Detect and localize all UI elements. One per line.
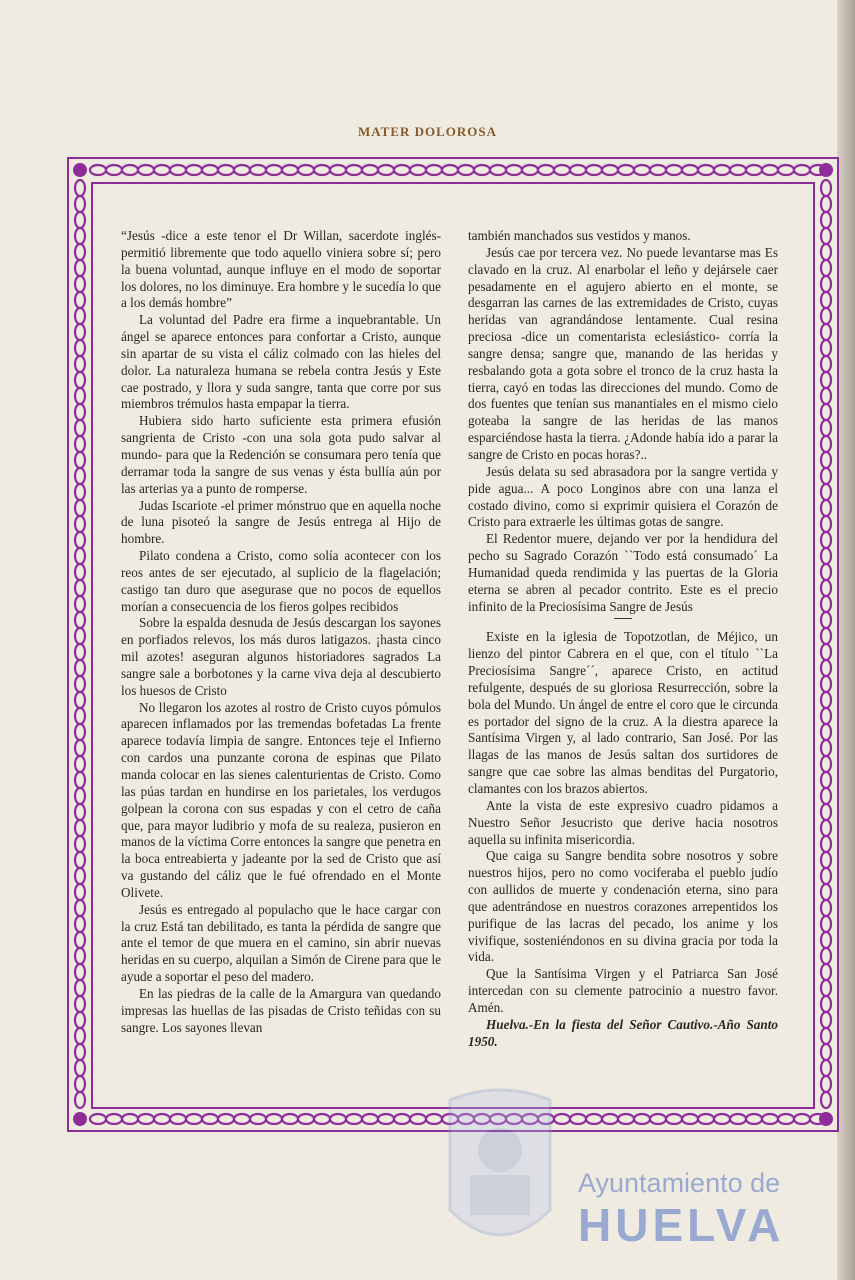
border-chain-right	[821, 180, 831, 1108]
paragraph: Que la Santísima Virgen y el Patriarca San José intercedan con su clemente patrocinio a nuestro favor. Amén.	[468, 966, 778, 1015]
corner-ornament-bottom-left	[73, 1112, 87, 1126]
border-chain-top	[90, 165, 826, 175]
paragraph: Jesús cae por tercera vez. No puede levantarse mas Es clavado en la cruz. Al enarbolar el leño y dejársele caer pesadamente en el agujero abierto en el monte, se desgarran las carnes de las extremidades de Cristo, cuyas heridas van agrandándose lentamente. Cual resina preciosa -dice un comentarista eclesiástico- corría la sangre densa; sangre que, manando de las heridas y resbalando gota a gota sobre el tronco de la cruz hasta la tierra, cayó en todas las direcciones del mundo. Como de dos fuentes que tenían sus manantiales en el mismo cielo goteaba la sangre de las heridas de las manos esparciéndose hasta la tierra. ¿Adonde había ido a parar la sangre de Cristo en pocas horas?..	[468, 244, 778, 462]
paragraph: En las piedras de la calle de la Amargura van quedando impresas las huellas de las pisadas de Cristo teñidas con su sangre. Los sayones llevan	[121, 985, 441, 1035]
text-column-left	[121, 228, 441, 1037]
paragraph: Que caiga su Sangre bendita sobre nosotros y sobre nuestros hijos, pero no como vociferaba el pueblo judío con aullidos de muerte y condenación eterna, sino para que adentrándose en nuestros corazones arrepentidos los purifique de las lacras del pecado, los anime y los vivifique, sosteniéndonos en su divina gracia por toda la vida.	[468, 848, 778, 965]
watermark-line-1: Ayuntamiento de	[578, 1168, 781, 1198]
corner-ornament-top-right	[819, 163, 833, 177]
border-chain-left	[75, 180, 85, 1108]
paragraph: Hubiera sido harto suficiente esta primera efusión sangrienta de Cristo -con una sola gota pudo salvar al mundo- para que la Redención se consumara pero tenía que derramar toda la sangre de sus venas y ésta bullía aún por las arterias ya a punto de romperse.	[121, 413, 441, 496]
paragraph: No llegaron los azotes al rostro de Cristo cuyos pómulos aparecen inflamados por las tremendas bofetadas La frente aparece todavía limpia de sangre. Entonces teje el Infierno con cardos una punzante corona de espinas que Pilato manda colocar en las sienes calenturientas de Cristo. Como las púas tardan en hundirse en los parietales, los verdugos golpean la corona con sus espadas y con el cetro de caña que, para mayor ludibrio y mofa de su realeza, pusieron en manos de la víctima Corre entonces la sangre que penetra en la boca entreabierta y jadeante por la sed de Cristo que así va gustando del cáliz que le fué ofrendado en el Monte Olivete.	[121, 699, 441, 900]
paragraph: La voluntad del Padre era firme a inquebrantable. Un ángel se aparece entonces para confortar a Cristo, aunque sin apartar de su vista el cáliz colmado con las hieles del dolor. La naturaleza humana se rebela contra Jesús y Este cae postrado, y llora y suda sangre, tanta que corre por sus miembros trémulos hasta empapar la tierra.	[121, 312, 441, 412]
paragraph: “Jesús -dice a este tenor el Dr Willan, sacerdote inglés- permitió libremente que todo aquello viniera sobre sí; pero la buena voluntad, aunque influye en el modo de soportar los dolores, no los diminuye. Era hombre y le sucedía lo que a los demás hombre”	[121, 228, 441, 311]
corner-ornament-top-left	[73, 163, 87, 177]
paragraph: Jesús delata su sed abrasadora por la sangre vertida y pide agua... A poco Longinos abre con una lanza el costado divino, como si exprimir quisiera el Corazón de Cristo para extraerle les últimas gotas de sangre.	[468, 463, 778, 530]
paragraph: Sobre la espalda desnuda de Jesús descargan los sayones en porfiados relevos, los más duros latigazos. ¡hasta cinco mil azotes! aseguran algunos historiadores sagrados La sangre sale a borbotones y la carne viva deja al descubierto los huesos de Cristo	[121, 615, 441, 698]
watermark-line-2: HUELVA	[578, 1199, 785, 1251]
section-divider	[614, 618, 632, 619]
page-header: MATER DOLOROSA	[357, 124, 498, 139]
paragraph: Existe en la iglesia de Topotzotlan, de Méjico, un lienzo del pintor Cabrera en el que, con el título ``La Preciosísima Sangre´´, aparece Cristo, en actitud refulgente, después de su gloriosa Resurrección, sobre la bola del Mundo. Un ángel de entre el coro que le circunda es portador del signo de la cruz. A la diestra aparece la Santísima Virgen y, al lado contrario, San José. Por las llagas de las manos de Jesús saltan dos surtidores de sangre que cae sobre las almas benditas del Purgatorio, clamantes con los brazos abiertos.	[468, 629, 778, 796]
signature-line: Huelva.-En la fiesta del Señor Cautivo.-Año Santo 1950.	[468, 1016, 778, 1049]
paragraph: Pilato condena a Cristo, como solía acontecer con los reos antes de ser ejecutado, al suplicio de la flagelación; castigo tan duro que asegurase que no pocos de equellos morían a consecuencia de los fieros golpes recibidos	[121, 548, 441, 614]
text-column-right	[468, 228, 778, 1051]
paragraph: también manchados sus vestidos y manos.	[468, 228, 691, 243]
paragraph: El Redentor muere, dejando ver por la hendidura del pecho su Sagrado Corazón ``Todo está consumado´ La Humanidad queda rendimida y las puertas de la Gloria eterna se abren al pecador contrito. Este es el precio infinito de la Preciosísima Sangre de Jesús	[468, 531, 778, 614]
paragraph: Judas Iscariote -el primer mónstruo que en aquella noche de luna pisoteó la sangre de Jesús entrega al Hijo de hombre.	[121, 497, 441, 547]
paragraph: Jesús es entregado al populacho que le hace cargar con la cruz Está tan debilitado, es tanta la pérdida de sangre que ante el temor de que muera en el camino, sin abrir nuevas heridas en su cuerpo, alquilan a Simón de Cirene para que le ayude a soportar el peso del madero.	[121, 901, 441, 985]
paragraph: Ante la vista de este expresivo cuadro pidamos a Nuestro Señor Jesucristo que derive hacia nosotros aquella su infinita misericordia.	[468, 797, 778, 847]
